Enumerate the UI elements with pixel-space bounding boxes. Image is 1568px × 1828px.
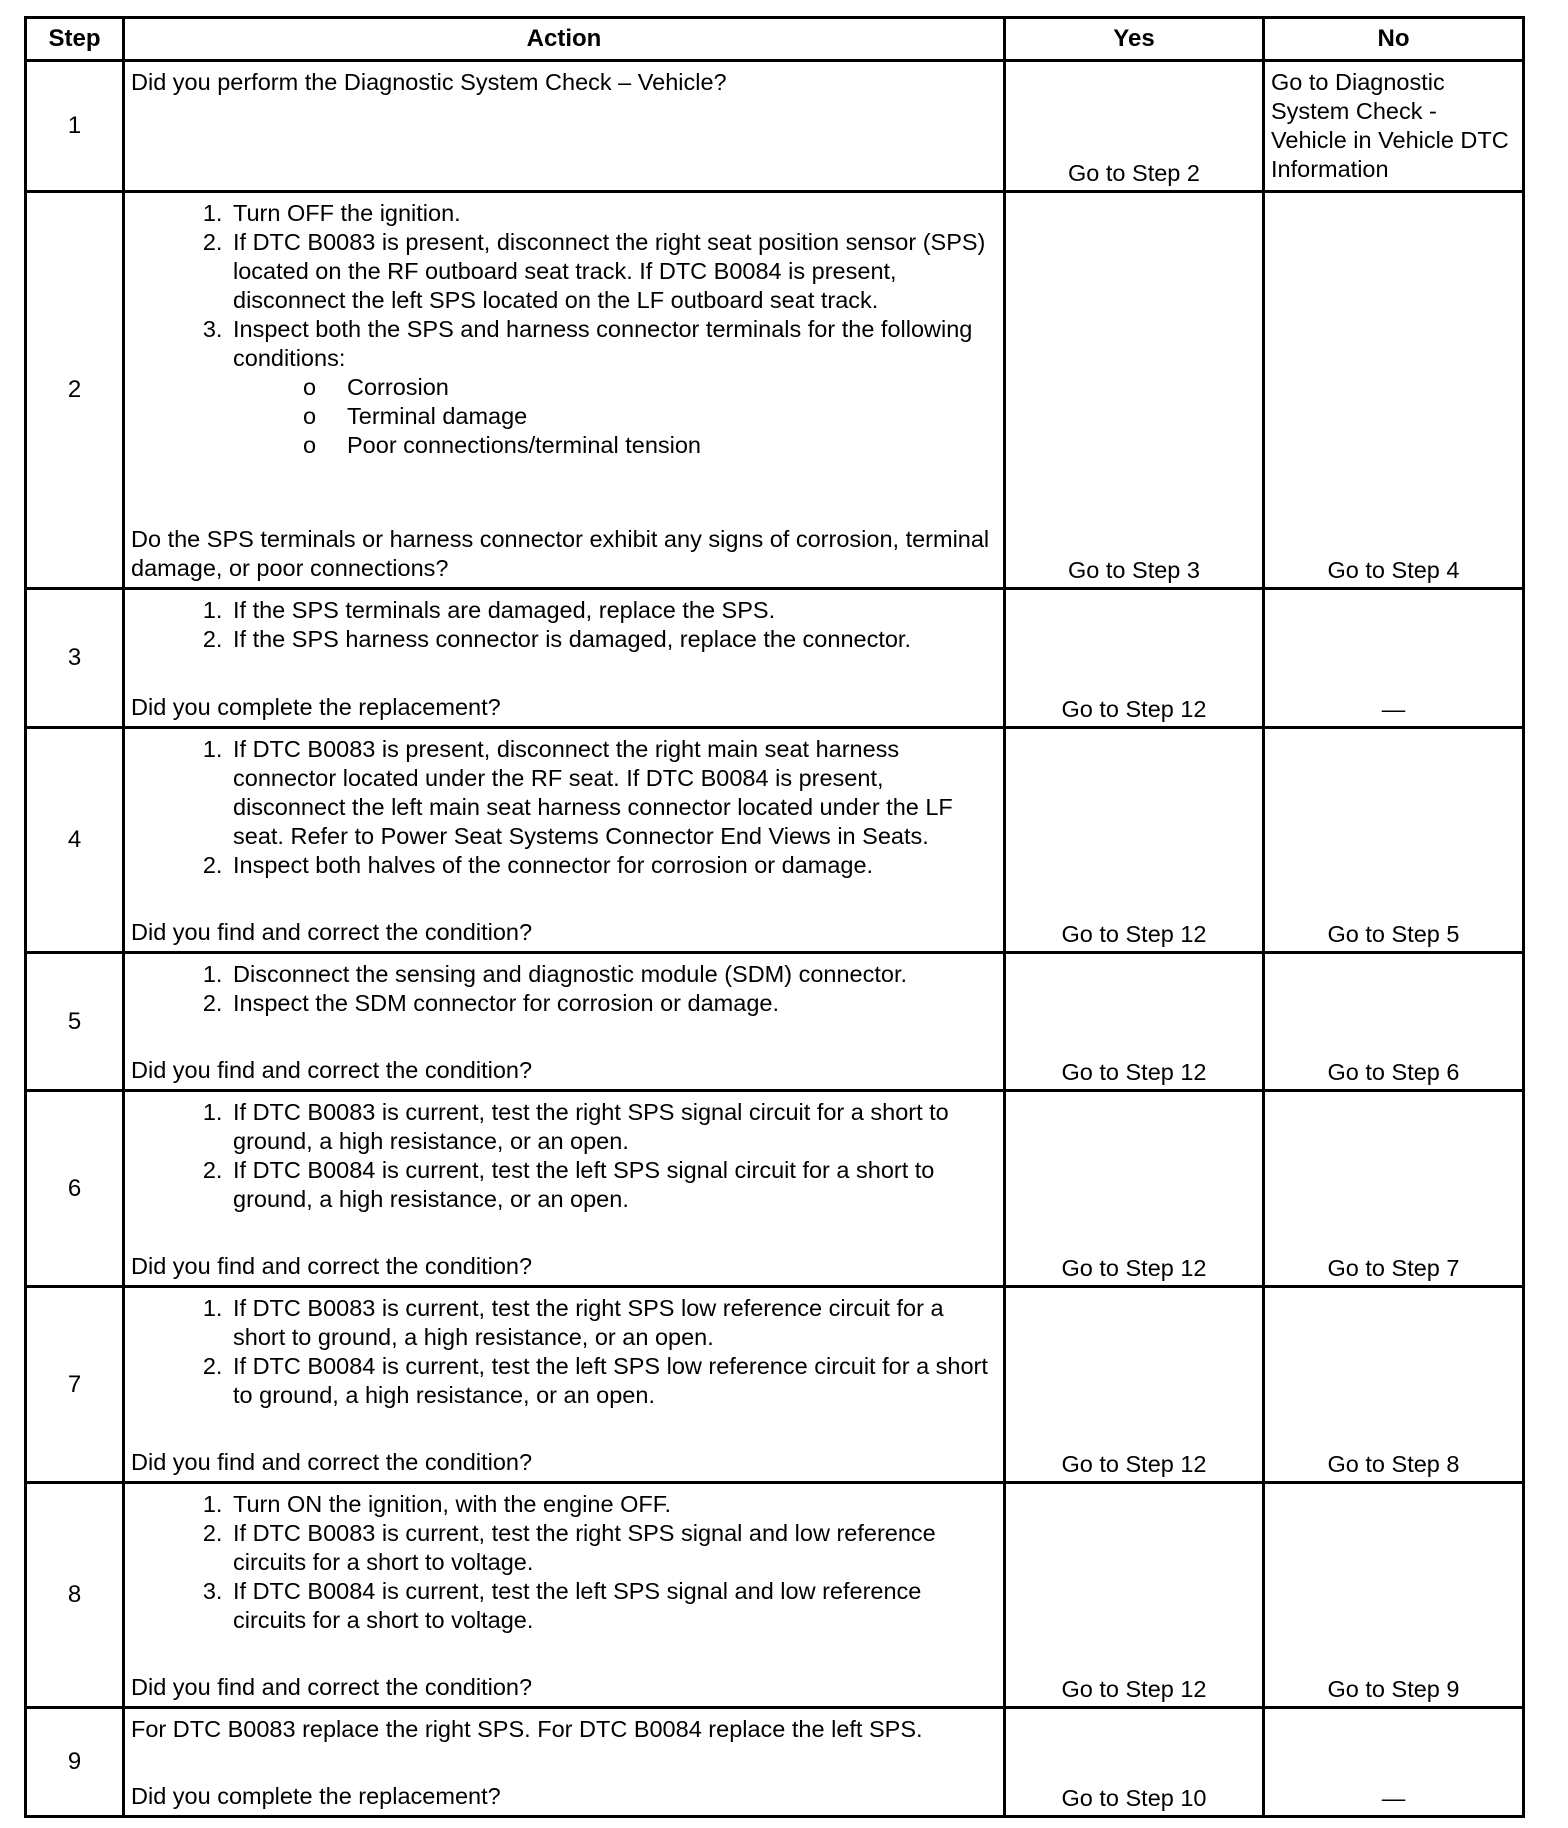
no-cell	[1264, 1287, 1524, 1483]
condition-list	[233, 373, 997, 460]
yes-cell	[1005, 1091, 1264, 1287]
table-row	[26, 728, 1524, 953]
no-link[interactable]: Go to Step 6	[1327, 1059, 1460, 1085]
header-action: Action	[124, 18, 1005, 61]
no-link[interactable]: Go to Step 9	[1327, 1676, 1460, 1702]
action-text: For DTC B0083 replace the right SPS. For DTC B0084 replace the left SPS.	[131, 1716, 923, 1742]
action-cell	[124, 61, 1005, 192]
step-number: 4	[26, 728, 124, 953]
yes-link[interactable]: Go to Step 10	[1061, 1785, 1207, 1811]
action-step-text: Inspect both the SPS and harness connector terminals for the following conditions:	[233, 316, 973, 371]
header-no: No	[1264, 18, 1524, 61]
table-row	[26, 1091, 1524, 1287]
action-step: 3. If DTC B0084 is current, test the left SPS signal and low reference circuits for a short to voltage.	[229, 1577, 997, 1635]
yes-link[interactable]: Go to Step 12	[1061, 1255, 1207, 1281]
action-step: 2. If DTC B0083 is present, disconnect the right seat position sensor (SPS) located on the RF outboard seat track. If DTC B0084 is present, disconnect the left SPS located on the LF outboard seat track.	[229, 228, 997, 315]
condition-item: o Corrosion	[347, 373, 997, 402]
action-question: Did you find and correct the condition?	[131, 919, 533, 945]
yes-cell	[1005, 192, 1264, 589]
action-steps	[131, 596, 997, 654]
action-question: Do the SPS terminals or harness connector exhibit any signs of corrosion, terminal damage, or poor connections?	[131, 526, 990, 581]
action-steps	[131, 960, 997, 1018]
table-row	[26, 1287, 1524, 1483]
action-question: Did you complete the replacement?	[131, 694, 501, 720]
no-cell	[1264, 192, 1524, 589]
yes-link[interactable]: Go to Step 12	[1061, 921, 1207, 947]
yes-cell	[1005, 1708, 1264, 1817]
action-cell	[124, 1287, 1005, 1483]
yes-cell	[1005, 728, 1264, 953]
no-link[interactable]: Go to Step 8	[1327, 1451, 1460, 1477]
action-question: Did you find and correct the condition?	[131, 1449, 533, 1475]
no-cell	[1264, 61, 1524, 192]
yes-cell	[1005, 1287, 1264, 1483]
step-number: 8	[26, 1483, 124, 1708]
yes-link[interactable]: Go to Step 2	[1068, 160, 1200, 186]
no-cell	[1264, 589, 1524, 728]
no-link[interactable]: Go to Step 4	[1327, 557, 1460, 583]
step-number: 2	[26, 192, 124, 589]
action-steps	[131, 1294, 997, 1410]
action-steps	[131, 1098, 997, 1214]
step-number: 5	[26, 953, 124, 1091]
yes-cell	[1005, 953, 1264, 1091]
yes-link[interactable]: Go to Step 3	[1068, 557, 1200, 583]
table-row	[26, 1708, 1524, 1817]
action-step: 1. If DTC B0083 is current, test the right SPS signal circuit for a short to ground, a high resistance, or an open.	[229, 1098, 997, 1156]
no-cell	[1264, 1708, 1524, 1817]
yes-link[interactable]: Go to Step 12	[1061, 1059, 1207, 1085]
action-cell	[124, 953, 1005, 1091]
action-steps	[131, 1490, 997, 1635]
action-steps	[131, 199, 997, 460]
action-step	[229, 315, 997, 460]
no-cell	[1264, 1091, 1524, 1287]
action-steps	[131, 735, 997, 880]
action-step: 2. If DTC B0083 is current, test the right SPS signal and low reference circuits for a short to voltage.	[229, 1519, 997, 1577]
step-number: 3	[26, 589, 124, 728]
table-row	[26, 953, 1524, 1091]
no-cell	[1264, 1483, 1524, 1708]
yes-cell	[1005, 61, 1264, 192]
table-row	[26, 192, 1524, 589]
no-cell	[1264, 728, 1524, 953]
action-step: 1. If DTC B0083 is current, test the right SPS low reference circuit for a short to ground, a high resistance, or an open.	[229, 1294, 997, 1352]
yes-link[interactable]: Go to Step 12	[1061, 1676, 1207, 1702]
yes-cell	[1005, 1483, 1264, 1708]
action-cell	[124, 728, 1005, 953]
action-step: 1. Disconnect the sensing and diagnostic module (SDM) connector.	[229, 960, 997, 989]
table-row	[26, 1483, 1524, 1708]
header-yes: Yes	[1005, 18, 1264, 61]
action-question: Did you complete the replacement?	[131, 1783, 501, 1809]
table-row	[26, 61, 1524, 192]
action-step: 1. Turn OFF the ignition.	[229, 199, 997, 228]
step-number: 7	[26, 1287, 124, 1483]
header-step: Step	[26, 18, 124, 61]
yes-link[interactable]: Go to Step 12	[1061, 1451, 1207, 1477]
step-number: 9	[26, 1708, 124, 1817]
action-step: 2. Inspect both halves of the connector for corrosion or damage.	[229, 851, 997, 880]
no-link: —	[1381, 1785, 1406, 1811]
action-step: 2. If the SPS harness connector is damaged, replace the connector.	[229, 625, 997, 654]
condition-item: o Terminal damage	[347, 402, 997, 431]
action-question: Did you find and correct the condition?	[131, 1057, 533, 1083]
table-row	[26, 589, 1524, 728]
action-cell	[124, 1483, 1005, 1708]
action-step: 1. If the SPS terminals are damaged, replace the SPS.	[229, 596, 997, 625]
no-cell	[1264, 953, 1524, 1091]
diagnostic-table	[24, 16, 1525, 1818]
action-question: Did you find and correct the condition?	[131, 1674, 533, 1700]
no-link: —	[1381, 696, 1406, 722]
step-number: 6	[26, 1091, 124, 1287]
action-step: 2. If DTC B0084 is current, test the left SPS signal circuit for a short to ground, a high resistance, or an open.	[229, 1156, 997, 1214]
action-question: Did you find and correct the condition?	[131, 1253, 533, 1279]
header-row	[26, 18, 1524, 61]
no-link[interactable]: Go to Step 7	[1327, 1255, 1460, 1281]
action-step: 1. If DTC B0083 is present, disconnect the right main seat harness connector located under the RF seat. If DTC B0084 is present, disconnect the left main seat harness connector located under the LF seat. Refer to Power Seat Systems Connector End Views in Seats.	[229, 735, 997, 851]
action-cell	[124, 192, 1005, 589]
action-cell	[124, 1091, 1005, 1287]
step-number: 1	[26, 61, 124, 192]
yes-cell	[1005, 589, 1264, 728]
action-text: Did you perform the Diagnostic System Check – Vehicle?	[131, 69, 727, 95]
no-link[interactable]: Go to Diagnostic System Check - Vehicle in Vehicle DTC Information	[1271, 69, 1509, 182]
action-step: 2. Inspect the SDM connector for corrosion or damage.	[229, 989, 997, 1018]
yes-link[interactable]: Go to Step 12	[1061, 696, 1207, 722]
action-cell	[124, 1708, 1005, 1817]
action-step: 2. If DTC B0084 is current, test the left SPS low reference circuit for a short to ground, a high resistance, or an open.	[229, 1352, 997, 1410]
action-step: 1. Turn ON the ignition, with the engine OFF.	[229, 1490, 997, 1519]
action-cell	[124, 589, 1005, 728]
no-link[interactable]: Go to Step 5	[1327, 921, 1460, 947]
condition-item: o Poor connections/terminal tension	[347, 431, 997, 460]
